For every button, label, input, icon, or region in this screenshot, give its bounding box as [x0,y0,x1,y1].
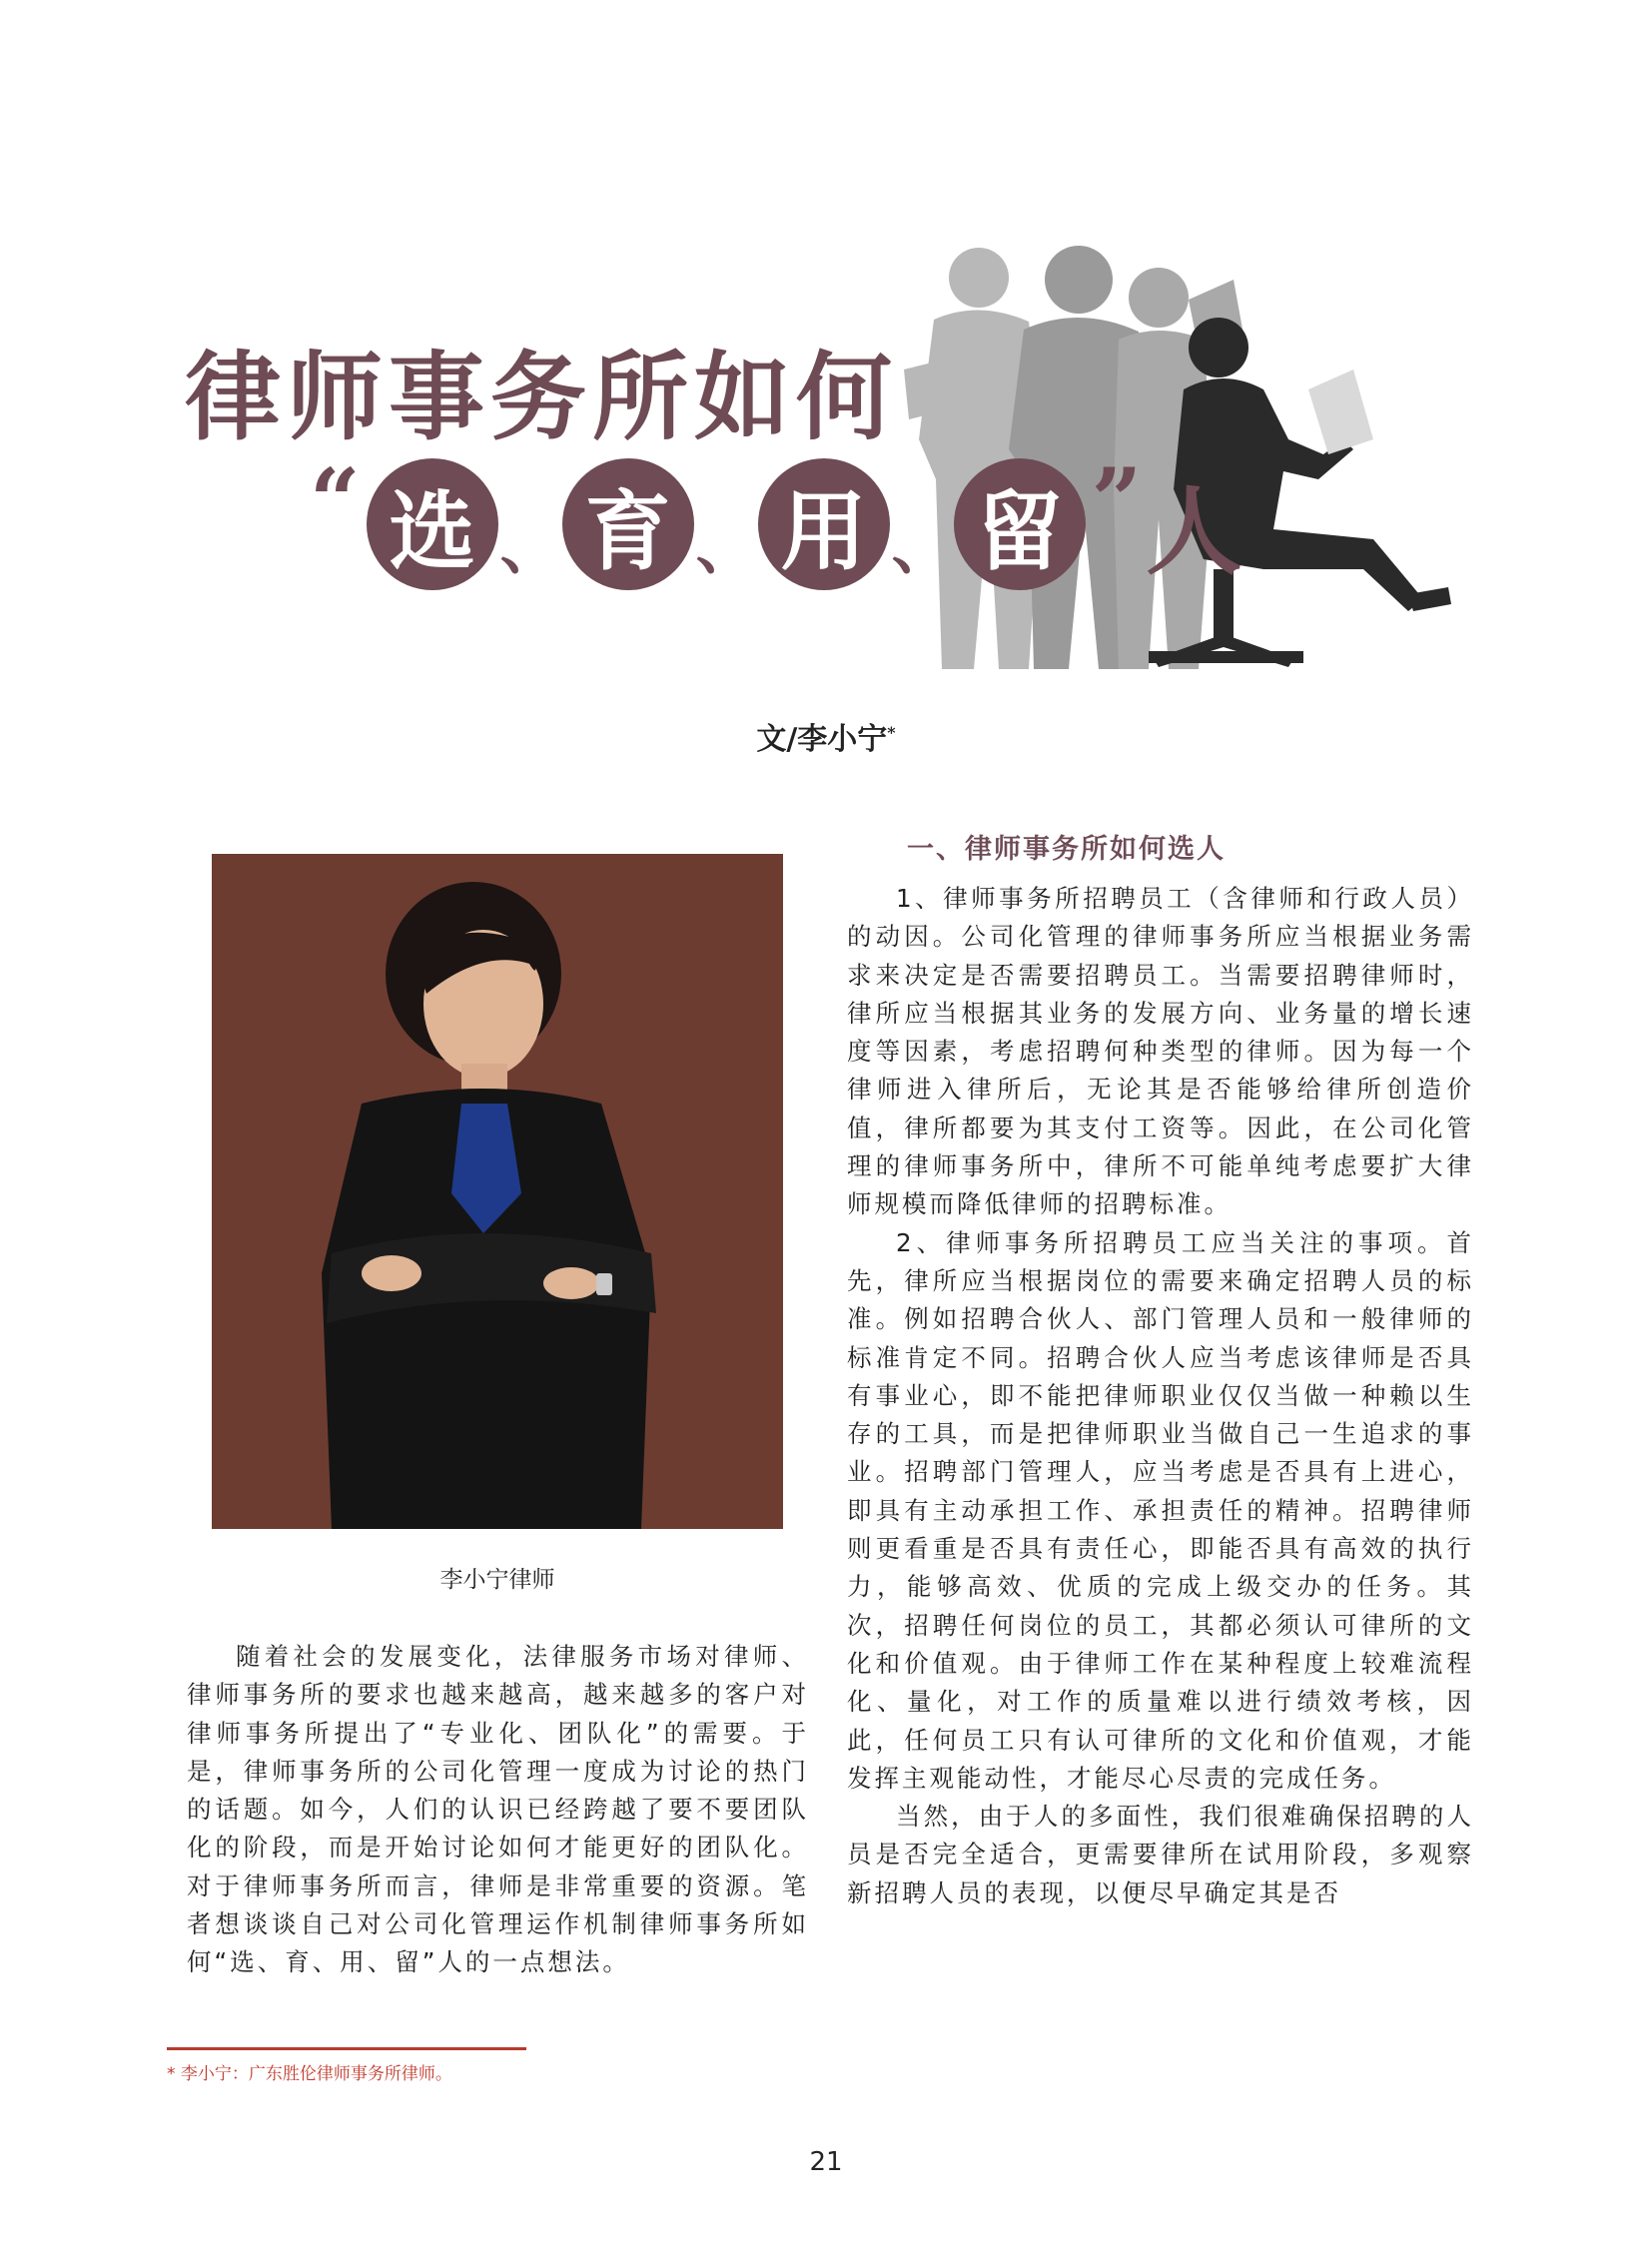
title-close-quote: ” [1091,448,1143,552]
photo-caption: 李小宁律师 [439,1567,555,1593]
section-paragraph: 1、律师事务所招聘员工（含律师和行政人员）的动因。公司化管理的律师事务所应当根据业务需求来决定是否需要招聘员工。当需要招聘律师时，律所应当根据其业务的发展方向、业务量的增长速度等因素，考虑招聘何种类型的律师。因为每一个律师进入律所后，无论其是否能够给律所创造价值，律所都要为其支付工资等。因此，在公司化管理的律师事务所中，律所不可能单纯考虑要扩大律师规模而降低律师的招聘标准。 [847,884,1474,1219]
author-photo [212,854,783,1529]
section-heading: 一、律师事务所如何选人 [907,834,1226,865]
page-number: 21 [809,2147,843,2177]
author-byline [0,714,1652,758]
title-separator: 、 [499,513,560,583]
intro-paragraph: 随着社会的发展变化，法律服务市场对律师、律师事务所的要求也越来越高，越来越多的客户对律师事务所提出了“专业化、团队化”的需要。于是，律师事务所的公司化管理一度成为讨论的热门的话题。如今，人们的认识已经跨越了要不要团队化的阶段，而是开始讨论如何才能更好的团队化。对于律师事务所而言，律师是非常重要的资源。笔者想谈谈自己对公司化管理运作机制律师事务所如何“选、育、用、留”人的一点想法。 [187,1642,809,1977]
intro-section [187,1638,809,1982]
title-circle-xuan: 选 [367,458,498,590]
author-byline-text: 文/李小宁 [756,722,888,757]
author-portrait-illustration [212,854,783,1529]
title-circle-yong: 用 [758,458,890,590]
title-separator: 、 [891,513,952,583]
article-subtitle [310,448,1242,594]
title-separator: 、 [695,513,756,583]
footnote: * 李小宁：广东胜伦律师事务所律师。 [167,2064,452,2084]
title-circle-liu: 留 [954,458,1086,590]
title-last-char: 人 [1146,474,1242,588]
main-article-column [847,827,1474,1912]
title-circle-yu: 育 [562,458,694,590]
footnote-divider [167,2047,526,2050]
article-title: 律师事务所如何 [185,341,898,453]
section-paragraph: 2、律师事务所招聘员工应当关注的事项。首先，律所应当根据岗位的需要来确定招聘人员的标准。例如招聘合伙人、部门管理人员和一般律师的标准肯定不同。招聘合伙人应当考虑该律师是否具有事业心，即不能把律师职业仅仅当做一种赖以生存的工具，而是把律师职业当做自己一生追求的事业。招聘部门管理人，应当考虑是否具有上进心，即具有主动承担工作、承担责任的精神。招聘律师则更看重是否具有责任心，即能否具有高效的执行力，能够高效、优质的完成上级交办的任务。其次，招聘任何岗位的员工，其都必须认可律所的文化和价值观。由于律师工作在某种程度上较难流程化、量化，对工作的质量难以进行绩效考核，因此，任何员工只有认可律所的文化和价值观，才能发挥主观能动性，才能尽心尽责的完成任务。 [847,1227,1474,1793]
section-paragraph: 当然，由于人的多面性，我们很难确保招聘的人员是否完全适合，更需要律所在试用阶段，多观察新招聘人员的表现，以便尽早确定其是否 [847,1802,1474,1907]
author-footnote-mark: * [887,723,896,742]
title-open-quote: “ [310,448,361,552]
